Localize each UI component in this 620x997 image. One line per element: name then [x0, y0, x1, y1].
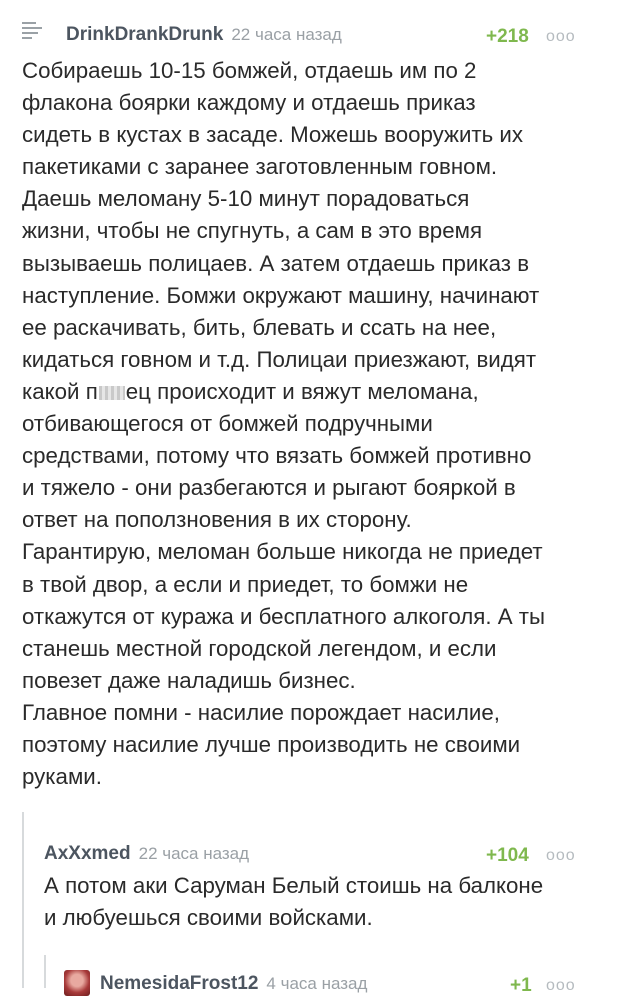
comment-author[interactable]: AxXxmed — [44, 843, 131, 864]
comment-time[interactable]: 22 часа назад — [138, 844, 250, 863]
more-options-icon[interactable]: ooo — [546, 28, 576, 45]
censor-blur — [99, 386, 125, 400]
userpic-placeholder-icon — [22, 22, 44, 44]
more-options-icon[interactable]: ooo — [546, 977, 576, 994]
comment-body: А потом аки Саруман Белый стоишь на балконе и любуешься своими войсками. — [44, 873, 544, 931]
comment-text-part-2: ец происходит и вяжут меломана, отбивающегося от бомжей подручными средствами, потому что вязать бомжей противно и тяжело - они разбегаются и рыгают бояркой в ответ на поползновения в их сторону. Гарантирую, меломан больше никогда не приедет в твой двор, а если и приедет, то бомжи не откажутся от куража и бесплатного алкоголя. А ты станешь местной городской легендом, и если повезет даже наладишь бизнес. Главное помни - насилие порождает насилие, поэтому насилие лучше производить не своими руками. — [22, 378, 546, 790]
comment-text-part-1: Собираешь 10-15 бомжей, отдаешь им по 2 флакона боярки каждому и отдаешь приказ сидеть в кустах в засаде. Можешь вооружить их пакетиками с заранее заготовленным говном. Даешь меломану 5-10 минут порадоваться жизни, чтобы не спугнуть, а сам в это время вызываешь полицаев. А затем отдаешь приказ в наступление. Бомжи окружают машину, начинают ее раскачивать, бить, блевать и ссать на нее, кидаться говном и т.д. Полицаи приезжают, видят какой п — [22, 58, 540, 404]
thread-line[interactable] — [22, 812, 24, 988]
comment-time[interactable]: 22 часа назад — [231, 25, 342, 44]
thread-line[interactable] — [44, 955, 46, 988]
comment-author[interactable]: DrinkDrankDrunk — [66, 24, 224, 45]
comment-author[interactable]: NemesidaFrost12 — [100, 973, 259, 994]
comment-body — [22, 55, 607, 793]
more-options-icon[interactable]: ooo — [546, 847, 576, 864]
comment-rating: +1 — [510, 975, 532, 996]
comment-rating: +218 — [486, 26, 529, 47]
comment-time[interactable]: 4 часа назад — [266, 974, 368, 993]
avatar[interactable] — [64, 970, 90, 996]
comment-rating: +104 — [486, 845, 529, 866]
